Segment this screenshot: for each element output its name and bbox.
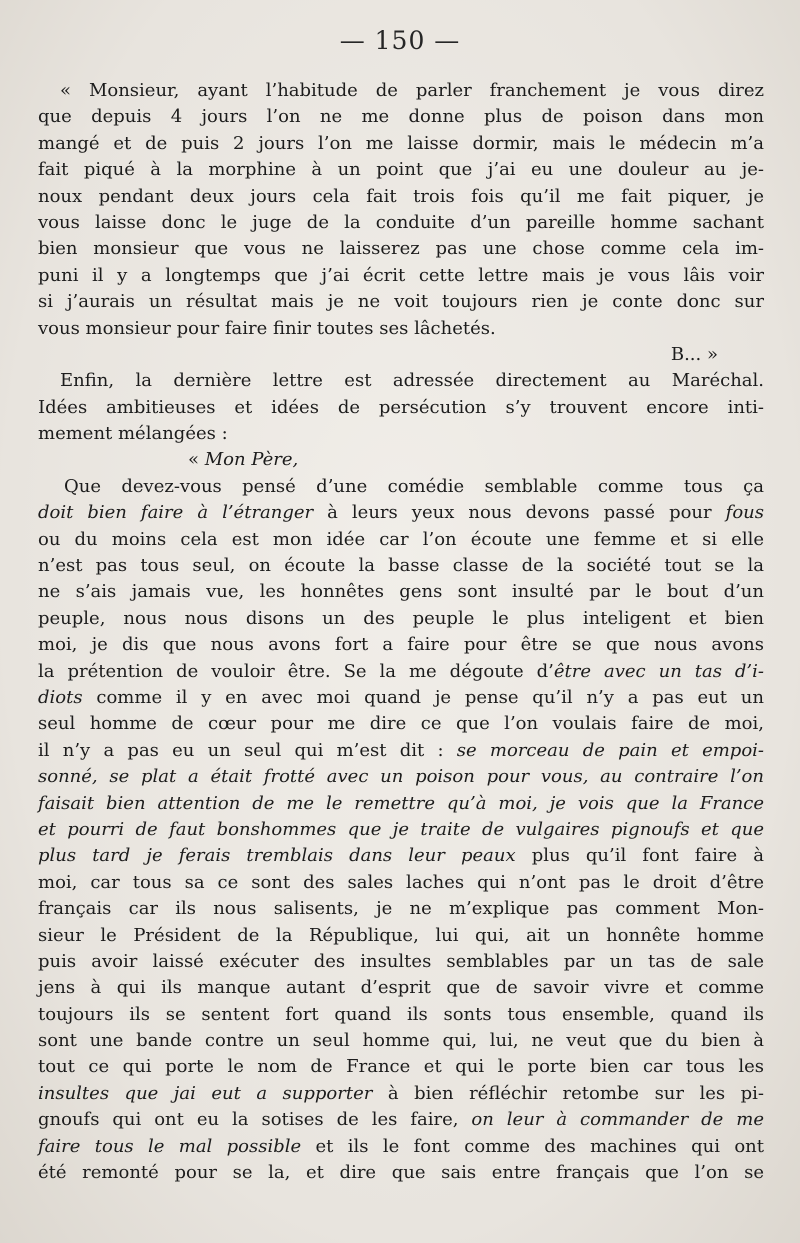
text-segment: il n’y a pas eu un seul qui m’est dit : — [38, 739, 457, 761]
text-segment: fait piqué à la morphine à un point que j’ai eu une douleur au je- — [38, 159, 764, 181]
text-line — [38, 289, 764, 315]
text-segment: sont une bande contre un seul homme qui, lui, ne veut que du bien à — [38, 1030, 764, 1052]
text-segment: noux pendant deux jours cela fait trois fois qu’il me fait piquer, je — [38, 185, 764, 207]
text-segment: tout ce qui porte le nom de France et qui le porte bien car tous les — [38, 1056, 764, 1078]
text-segment: seul homme de cœur pour me dire ce que l’on voulais faire de moi, — [38, 713, 764, 735]
text-segment: et ils le font comme des machines qui ont — [301, 1135, 764, 1157]
italic-text: on leur à commander de me — [471, 1109, 764, 1131]
text-line — [38, 738, 764, 764]
text-segment: ne s’ais jamais vue, les honnêtes gens sont insulté par le bout d’un — [38, 581, 764, 603]
text-segment: gnoufs qui ont eu la sotises de les faire, — [38, 1109, 472, 1131]
text-segment: comme il y en avec moi quand je pense qu’il n’y a pas eut un — [82, 686, 764, 708]
text-line — [38, 975, 764, 1001]
text-segment: n’est pas tous seul, on écoute la basse classe de la société tout se la — [38, 555, 764, 577]
text-line — [38, 131, 764, 157]
text-line — [38, 368, 764, 394]
text-line — [38, 579, 764, 605]
text-segment: la prétention de vouloir être. Se la me dégoute d’ — [38, 660, 554, 682]
text-line — [38, 1107, 764, 1133]
text-line — [38, 157, 764, 183]
text-segment: toujours ils se sentent fort quand ils sonts tous ensemble, quand ils — [38, 1003, 764, 1025]
text-line — [38, 447, 764, 473]
text-line — [38, 659, 764, 685]
text-segment: été remonté pour se la, et dire que sais entre français que l’on se — [38, 1162, 764, 1184]
text-line — [38, 1028, 764, 1054]
italic-text: faisait bien attention de me le remettre qu’à moi, je vois que la France — [38, 792, 764, 814]
text-segment: jens à qui ils manque autant d’esprit que de savoir vivre et comme — [38, 977, 764, 999]
text-line — [38, 949, 764, 975]
text-line — [38, 817, 764, 843]
text-segment: moi, je dis que nous avons fort a faire pour être se que nous avons — [38, 634, 764, 656]
text-line — [38, 500, 764, 526]
text-line — [38, 184, 764, 210]
text-segment: Enfin, la dernière lettre est adressée directement au Maréchal. — [60, 370, 764, 392]
italic-text: plus tard je ferais tremblais dans leur peaux — [38, 845, 516, 867]
text-line — [38, 104, 764, 130]
text-segment: puni il y a longtemps que j’ai écrit cette lettre mais je vous lâis voir — [38, 264, 764, 286]
text-segment: si j’aurais un résultat mais je ne voit toujours rien je conte donc sur — [38, 291, 764, 313]
text-line — [38, 685, 764, 711]
text-segment: plus qu’il font faire à — [515, 845, 764, 867]
text-line — [38, 764, 764, 790]
text-line — [38, 527, 764, 553]
text-segment: vous monsieur pour faire finir toutes ses lâchetés. — [38, 317, 496, 339]
italic-text: faire tous le mal possible — [38, 1135, 302, 1157]
body-text — [38, 78, 764, 1186]
text-line — [38, 923, 764, 949]
text-segment: « Monsieur, ayant l’habitude de parler franchement je vous direz — [60, 80, 764, 101]
text-line — [38, 1134, 764, 1160]
text-segment: français car ils nous salisents, je ne m’explique pas comment Mon- — [38, 898, 764, 920]
text-segment: puis avoir laissé exécuter des insultes semblables par un tas de sale — [38, 950, 764, 972]
text-line — [38, 1081, 764, 1107]
text-segment: peuple, nous nous disons un des peuple le plus inteligent et bien — [38, 607, 764, 629]
text-line — [38, 263, 764, 289]
italic-text: sonné, se plat a était frotté avec un poison pour vous, au contraire l’on — [38, 766, 764, 788]
italic-text: doit bien faire à l’étranger — [38, 502, 314, 524]
text-line — [38, 1160, 764, 1186]
text-line — [38, 474, 764, 500]
text-segment: mement mélangées : — [38, 423, 228, 445]
text-line — [38, 791, 764, 817]
text-line — [38, 870, 764, 896]
text-line — [38, 632, 764, 658]
text-segment: que depuis 4 jours l’on ne me donne plus de poison dans mon — [38, 106, 764, 128]
text-line — [38, 342, 764, 368]
text-line — [38, 210, 764, 236]
italic-text: fous — [725, 502, 764, 524]
text-line — [38, 236, 764, 262]
text-line — [38, 896, 764, 922]
text-segment: B... » — [670, 343, 718, 365]
italic-text: insultes que jai eut a supporter — [38, 1082, 373, 1104]
text-line — [38, 316, 764, 342]
text-segment: sieur le Président de la République, lui qui, ait un honnête homme — [38, 924, 764, 946]
text-segment: mangé et de puis 2 jours l’on me laisse dormir, mais le médecin m’a — [38, 132, 764, 154]
text-segment: bien monsieur que vous ne laisserez pas une chose comme cela im- — [38, 238, 764, 260]
text-line — [38, 606, 764, 632]
text-line — [38, 1054, 764, 1080]
text-segment: ou du moins cela est mon idée car l’on écoute une femme et si elle — [38, 528, 764, 550]
page-number: — 150 — — [339, 26, 461, 55]
text-line — [38, 843, 764, 869]
text-line — [38, 553, 764, 579]
text-line — [38, 421, 764, 447]
italic-text: et pourri de faut bonshommes que je traite de vulgaires pignoufs et que — [38, 818, 764, 840]
text-segment: Idées ambitieuses et idées de persécution s’y trouvent encore inti- — [38, 396, 764, 418]
text-segment: vous laisse donc le juge de la conduite d’un pareille homme sachant — [38, 211, 764, 233]
text-segment: « — [188, 449, 205, 471]
text-line — [38, 711, 764, 737]
italic-text: diots — [38, 686, 83, 708]
text-line — [38, 1002, 764, 1028]
text-segment: moi, car tous sa ce sont des sales laches qui n’ont pas le droit d’être — [38, 871, 764, 893]
text-segment: à bien réfléchir retombe sur les pi- — [372, 1082, 764, 1104]
text-segment: à leurs yeux nous devons passé pour — [313, 502, 726, 524]
italic-text: Mon Père, — [204, 449, 299, 471]
text-line — [38, 395, 764, 421]
text-line — [38, 78, 764, 104]
text-segment: Que devez-vous pensé d’une comédie semblable comme tous ça — [64, 475, 764, 497]
italic-text: se morceau de pain et empoi- — [456, 739, 764, 761]
italic-text: être avec un tas d’i- — [553, 660, 764, 682]
